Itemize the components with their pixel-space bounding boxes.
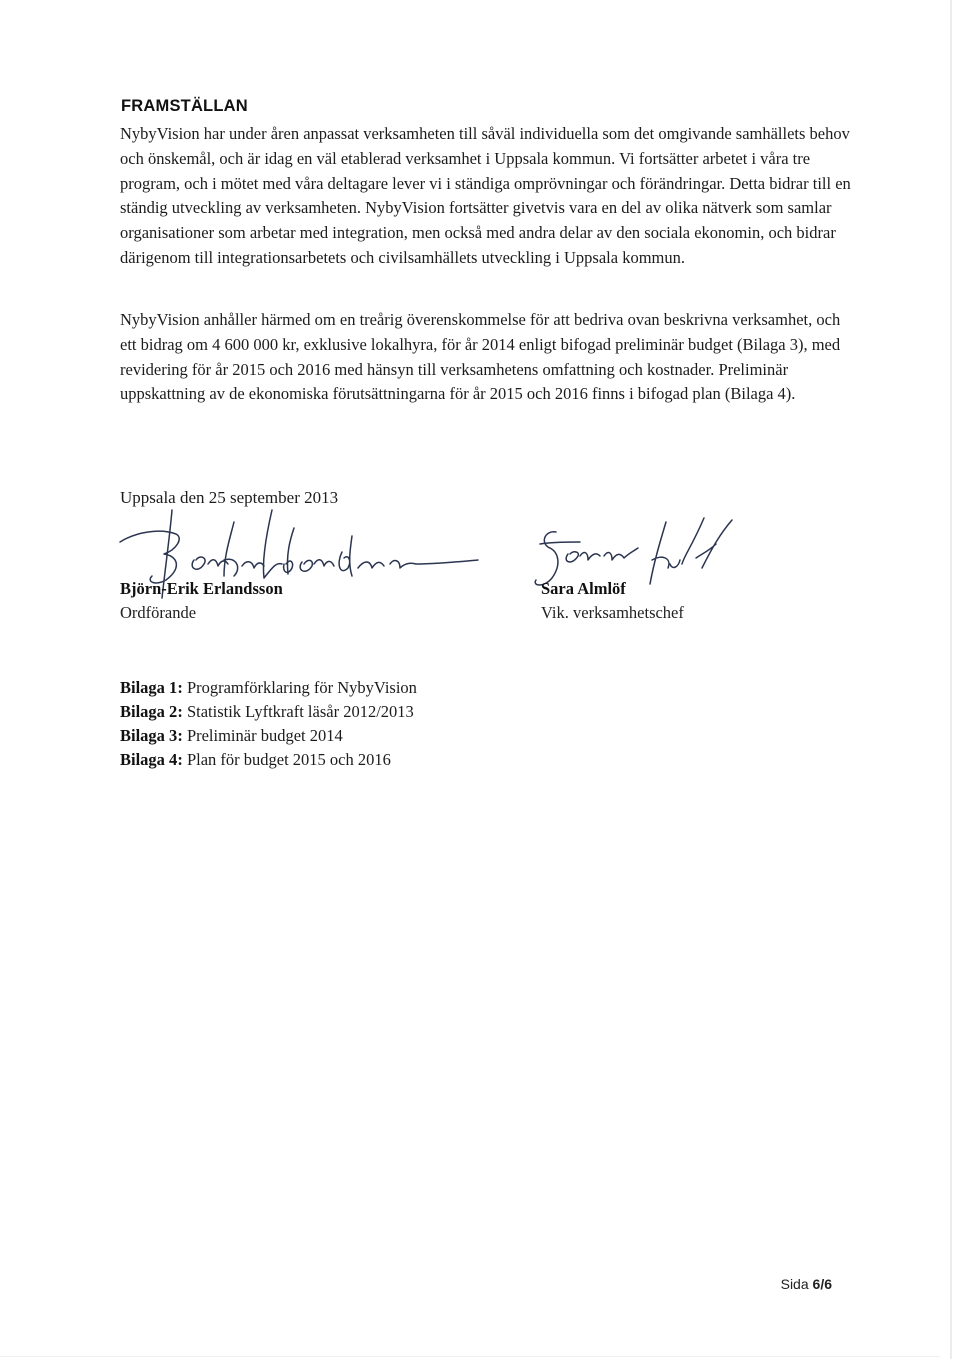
attachment-list: [120, 676, 417, 772]
attachment-item: Bilaga 3: Preliminär budget 2014: [120, 726, 343, 745]
signatory-acting-manager: [541, 577, 684, 625]
paragraph-request: NybyVision anhåller härmed om en treårig överenskommelse för att bedriva ovan beskrivna verksamhet, och ett bidrag om 4 600 000 kr, exklusive lokalhyra, för år 2014 enligt bifogad preliminär budget (Bilaga 3), med revidering för år 2015 och 2016 med hänsyn till verksamhetens omfattning och kostnader. Preliminär uppskattning av de ekonomiska förutsättningarna för år 2015 och 2016 finns i bifogad plan (Bilaga 4).: [120, 310, 841, 404]
attachment-title: Programförklaring för NybyVision: [186, 678, 417, 697]
section-heading: FRAMSTÄLLAN: [121, 97, 248, 115]
attachment-title: Preliminär budget 2014: [186, 726, 343, 745]
attachment-label: Bilaga 2: [120, 702, 178, 721]
attachment-item: Bilaga 4: Plan för budget 2015 och 2016: [120, 750, 391, 769]
signatory-role: Ordförande: [120, 603, 197, 622]
page-number-value: 6/6: [812, 1276, 832, 1292]
attachment-item: Bilaga 2: Statistik Lyftkraft läsår 2012/2013: [120, 702, 414, 721]
attachment-label: Bilaga 1: [120, 678, 178, 697]
page-edge-divider: [950, 0, 952, 1359]
signatory-name: Björn-Erik Erlandsson: [120, 579, 283, 598]
page-number: [781, 1276, 832, 1292]
attachment-label: Bilaga 3: [120, 726, 178, 745]
paragraph-intro: NybyVision har under åren anpassat verksamheten till såväl individuella som det omgivande samhällets behov och önskemål, och är idag en väl etablerad verksamhet i Uppsala kommun. Vi fortsätter arbetet i våra tre program, och i mötet med våra deltagare lever vi i ständiga omprövningar och förändringar. Detta bidrar till en ständig utveckling av verksamheten. NybyVision fortsätter givetvis vara en del av olika nätverk som samlar organisationer som arbetar med integration, men också med andra delar av den sociala ekonomin, och bidrar därigenom till integrationsarbetets och civilsamhällets utveckling i Uppsala kommun.: [120, 124, 851, 267]
signatory-name: Sara Almlöf: [541, 579, 626, 598]
attachment-title: Plan för budget 2015 och 2016: [186, 750, 391, 769]
attachment-label: Bilaga 4: [120, 750, 178, 769]
attachment-item: Bilaga 1: Programförklaring för NybyVision: [120, 678, 417, 697]
page-bottom-edge: [0, 1356, 940, 1357]
place-and-date: Uppsala den 25 september 2013: [120, 488, 339, 507]
signatory-role: Vik. verksamhetschef: [541, 603, 684, 622]
signatory-chairperson: [120, 577, 283, 625]
attachment-title: Statistik Lyftkraft läsår 2012/2013: [186, 702, 414, 721]
page-number-prefix: Sida: [780, 1276, 809, 1292]
